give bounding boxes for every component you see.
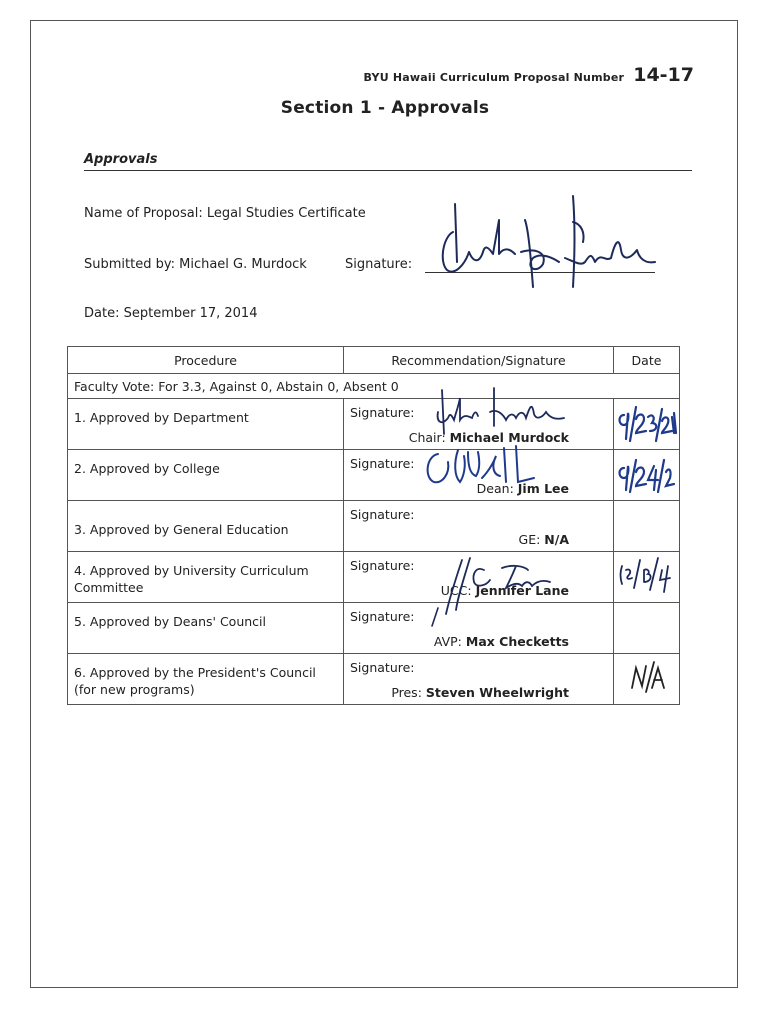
dean-signature [424,442,544,494]
proposal-name-label: Name of Proposal: [84,206,203,221]
date-value: September 17, 2014 [123,306,258,321]
role-name: N/A [544,532,569,547]
role-prefix: UCC: [440,583,472,598]
role-name: Max Checketts [465,634,569,649]
submitted-by-label: Submitted by: [84,257,175,272]
date-cell [614,552,680,603]
procedure-cell [68,501,344,552]
date-field [84,306,257,321]
handwritten-date [614,552,680,602]
approvals-heading: Approvals [84,152,692,171]
role-prefix: Chair: [408,430,446,445]
procedure-cell [68,654,344,705]
avp-mark [426,606,446,630]
date-cell [614,603,680,654]
signature-label: Signature: [345,257,413,272]
role-prefix: Dean: [476,481,514,496]
faculty-vote: Faculty Vote: For 3.3, Against 0, Abstain 0, Absent 0 [68,374,680,399]
handwritten-date [614,399,680,449]
table-header-row [68,347,680,374]
signature-label: Signature: [350,609,415,624]
date-cell [614,450,680,501]
proposal-name-value: Legal Studies Certificate [206,206,366,221]
procedure-cell [68,399,344,450]
signature-label: Signature: [350,507,415,522]
submitted-by-field [84,257,307,272]
proposal-number: 14-17 [633,64,694,86]
faculty-vote-row [68,374,680,399]
approver-role [519,532,569,547]
role-name: Jennifer Lane [475,583,569,598]
role-name: Michael Murdock [449,430,569,445]
submitted-by-value: Michael G. Murdock [179,257,307,272]
procedure-text: 5. Approved by Deans' Council [74,614,266,629]
ucc-signature [432,552,572,622]
header-date: Date [614,347,680,374]
signature-cell [344,654,614,705]
signature-label: Signature: [350,660,415,675]
table-row [68,450,680,501]
role-prefix: Pres: [391,685,422,700]
procedure-text: 4. Approved by University Curriculum Committee [74,563,309,595]
signature-label: Signature: [350,405,415,420]
section-title: Section 1 - Approvals [280,98,490,118]
approver-role [434,634,569,649]
proposal-name-field [84,206,366,221]
table-row [68,501,680,552]
table-row [68,552,680,603]
role-prefix: GE: [518,532,541,547]
signature-label: Signature: [350,456,415,471]
table-row [68,654,680,705]
approver-role [391,685,569,700]
role-prefix: AVP: [433,634,462,649]
proposal-label: BYU Hawaii Curriculum Proposal Number [363,71,625,84]
date-cell [614,399,680,450]
table-row [68,399,680,450]
proposal-number-header [364,64,694,86]
procedure-text: 3. Approved by General Education [74,522,289,537]
role-name: Jim Lee [517,481,569,496]
procedure-text: 6. Approved by the President's Council (for new programs) [74,665,316,697]
procedure-cell [68,603,344,654]
date-cell [614,501,680,552]
date-cell [614,654,680,705]
procedure-text: 1. Approved by Department [74,410,249,425]
handwritten-date [614,450,680,500]
approvals-table [67,346,680,705]
role-name: Steven Wheelwright [425,685,569,700]
date-label: Date: [84,306,120,321]
procedure-text: 2. Approved by College [74,461,220,476]
table-row [68,603,680,654]
chair-signature [432,382,582,436]
signature-label: Signature: [350,558,415,573]
procedure-cell [68,552,344,603]
submitter-signature [425,192,665,302]
header-recommendation: Recommendation/Signature [344,347,614,374]
header-procedure: Procedure [68,347,344,374]
signature-cell [344,501,614,552]
procedure-cell [68,450,344,501]
handwritten-date [614,654,680,704]
